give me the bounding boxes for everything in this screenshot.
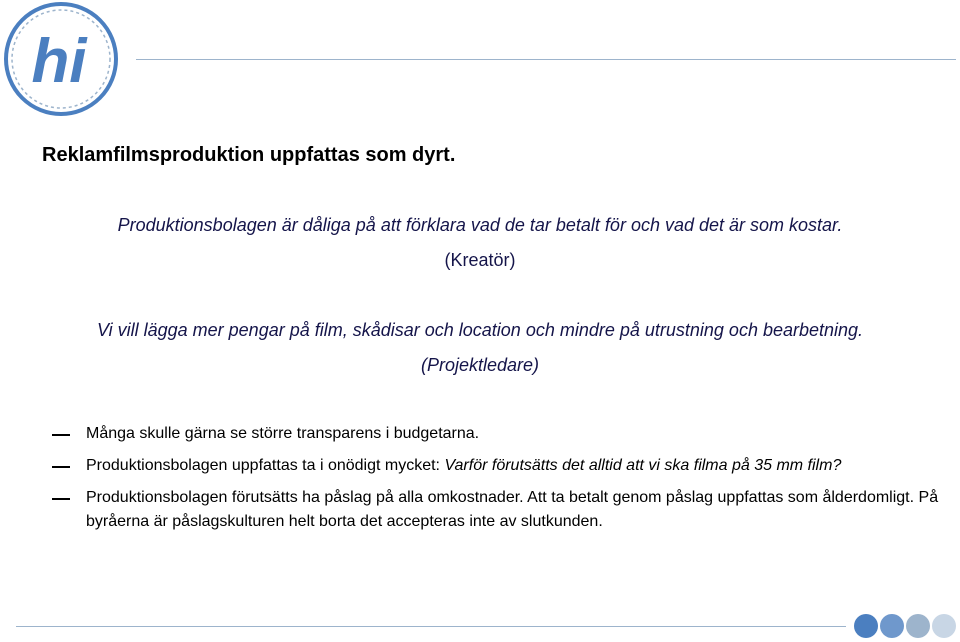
- dash-icon: [52, 466, 70, 468]
- quote-text: Vi vill lägga mer pengar på film, skådisar och location och mindre på utrustning och bearbetning.: [96, 320, 864, 340]
- quote-source: (Kreatör): [444, 250, 516, 270]
- circle-icon: [854, 614, 878, 638]
- quote-text: Produktionsbolagen är dåliga på att förklara vad de tar betalt för och vad det är som kostar.: [117, 215, 843, 235]
- logo-text: hi: [31, 27, 87, 96]
- bottom-rule: [16, 626, 846, 627]
- quote-source: (Projektledare): [420, 355, 540, 375]
- dash-icon: [52, 498, 70, 500]
- bullet-list: [0, 422, 960, 542]
- list-item: Många skulle gärna se större transparens i budgetarna.: [0, 422, 960, 446]
- list-item: Produktionsbolagen uppfattas ta i onödigt mycket: Varför förutsätts det alltid att vi ska filma på 35 mm film?: [0, 454, 960, 478]
- footer-decoration: [854, 614, 956, 638]
- top-rule: [136, 59, 956, 60]
- page-title: Reklamfilmsproduktion uppfattas som dyrt.: [42, 144, 456, 166]
- circle-icon: [932, 614, 956, 638]
- dash-icon: [52, 434, 70, 436]
- circle-icon: [906, 614, 930, 638]
- circle-icon: [880, 614, 904, 638]
- list-item: Produktionsbolagen förutsätts ha påslag på alla omkostnader. Att ta betalt genom påslag uppfattas som ålderdomligt. På byråerna är påslagskulturen helt borta det accepteras inte av slutkunden.: [0, 486, 960, 534]
- hi-logo: [2, 0, 120, 118]
